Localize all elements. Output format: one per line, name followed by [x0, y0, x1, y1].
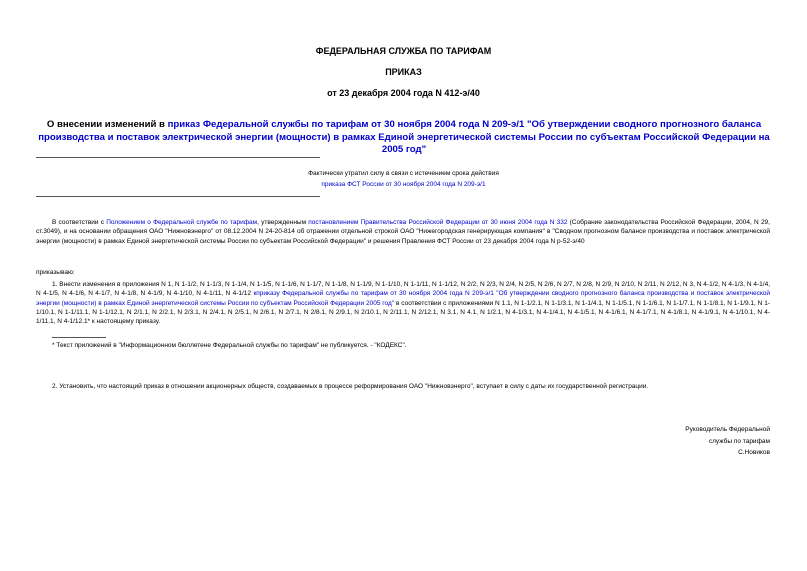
footnote: * Текст приложений в "Информационном бюллетене Федеральной службы по тарифам" не публикуется. - "КОДЕКС". [52, 342, 407, 349]
divider-top [36, 157, 320, 158]
divider-bottom [36, 196, 320, 197]
regulation-link[interactable]: Положением о Федеральной службе по тарифам [106, 219, 258, 226]
status-note-link-line [0, 179, 807, 190]
preamble-text-1: В соответствии с [52, 219, 107, 226]
status-note-link[interactable]: приказа ФСТ России от 30 ноября 2004 года N 209-э/1 [321, 181, 486, 188]
preamble-text-2: , утвержденным [257, 219, 309, 226]
footnote-divider [52, 337, 106, 338]
clause-2-paragraph: 2. Установить, что настоящий приказ в отношении акционерных обществ, создаваемых в процессе реформирования ОАО "Нижновэнерго", вступает в силу с даты их государственной регистрации. [52, 383, 649, 390]
signature-line-1: Руководитель Федеральной [685, 426, 770, 433]
clause-1-text-2: в соответствии с приложениями N 1.1, N 1-1/2.1, N 1-1/3.1, N 1-1/4.1, N 1-1/5.1, N 1-1/6.1, N 1-1/7.1, N 1-1/8.1, N 1-1/9.1, N 1-1/10.1, N 1-1/11.1, N 1-1/12.1, N 2/1.1, N 2/2.1, N 2/3.1, N 2/4.1, N 2/5.1, N 2/6.1, N 2/7.1, N 2/8.1, N 2/9.1, N 2/10.1, N 2/11.1, N 2/12.1, N 3.1, N 4.1, N 1/2.1, N 4-1/3.1, N 4-1/4.1, N 4-1/5.1, N 4-1/6.1, N 4-1/7.1, N 4-1/8.1, N 4-1/9.1, N 4-1/10.1, N 4-1/11.1, N 4-1/12.1* к настоящему приказу. [36, 299, 771, 326]
signature-block [685, 424, 770, 459]
signature-line-2: службы по тарифам [708, 437, 770, 445]
title-order-link[interactable]: приказ Федеральной службы по тарифам от 30 ноября 2004 года N 209-э/1 "Об утверждении сводного прогнозного баланса производства и поставок электрической энергии (мощности) в рамках Единой энергетической системы России по субъектам Российской Федерации на 2005 год" [38, 119, 770, 155]
clause-1-text-1: 1. Внести изменения в приложения N 1, N 1-1/2, N 1-1/3, N 1-1/4, N 1-1/5, N 1-1/6, N 1-1/7, N 1-1/8, N 1-1/9, N 1-1/10, N 1-1/11, N 1-1/12, N 2/2, N 2/3, N 2/4, N 2/5, N 2/6, N 2/7, N 2/8, N 2/9, N 2/10, N 2/11, N 2/12, N 3, N 4-1/2, N 4-1/3, N 4-1/4, N 4-1/5, N 4-1/6, N 4-1/7, N 4-1/8, N 4-1/9, N 4-1/10, N 4-1/11, N 4-1/12 [36, 281, 770, 298]
amended-order-link[interactable]: кприказу Федеральной службы по тарифам от 30 ноября 2004 года N 209-э/1 "Об утверждении сводного прогнозного баланса производства и поставок электрической энергии (мощности) в рамках Единой энергетической системы России по субъектам Российской Федерации 2005 год" [36, 290, 770, 307]
status-note-line: Фактически утратил силу в связи с истечением срока действия [308, 170, 499, 177]
government-decree-link[interactable]: постановлением Правительства Российской Федерации от 30 июня 2004 года N 332 [308, 219, 568, 226]
title-prefix: О внесении изменений в [46, 119, 168, 130]
document-title [36, 119, 772, 157]
preamble-paragraph [36, 218, 770, 246]
document-date-number: от 23 декабря 2004 года N 412-э/40 [327, 88, 480, 98]
clause-1-paragraph [36, 280, 770, 326]
order-word: приказываю: [36, 269, 75, 276]
signature-name: С.Новиков [738, 449, 770, 456]
agency-heading: ФЕДЕРАЛЬНАЯ СЛУЖБА ПО ТАРИФАМ [315, 46, 492, 56]
preamble-text-3: (Собрание законодательства Российской Федерации, 2004, N 29, ст.3049), и на основании обращения ОАО "Нижновэнерго" от 08.12.2004 N 24-20-814 об отражении отдельной строкой ОАО "Нижегородская генерирующая компания" в "Сводном прогнозном балансе производства и поставок электрической энергии (мощности) в рамках Единой энергетической системы России по субъектам Российской Федерации" и решения Правления ФСТ России от 23 декабря 2004 года N р-52-э/40 [36, 219, 770, 245]
document-type-heading: ПРИКАЗ [385, 67, 422, 77]
